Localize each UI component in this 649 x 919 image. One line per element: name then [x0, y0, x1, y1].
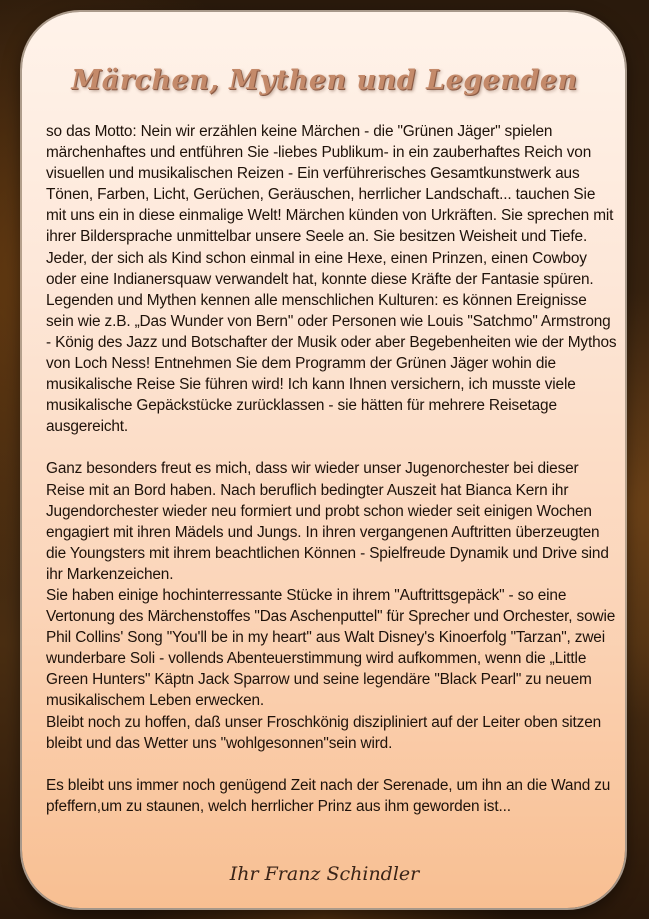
paragraph-closing: Es bleibt uns immer noch genügend Zeit nach der Serenade, um ihn an die Wand zu pfeffern,um zu staunen, welch herrlicher Prinz aus ihm geworden ist...	[46, 776, 611, 815]
paragraph-legends: Jeder, der sich als Kind schon einmal in eine Hexe, einen Prinzen, einen Cowboy oder eine Indianersquaw verwandelt hat, konnte diese Kräfte der Fantasie spüren. Legenden und Mythen kennen alle menschlichen Kulturen: es können Ereignisse sein wie z.B. „Das Wunder von Bern" oder Personen wie Louis "Satchmo" Armstrong - König des Jazz und Botschafter der Musik oder aber Begebenheiten wie der Mythos von Loch Ness! Entnehmen Sie dem Programm der Grünen Jäger wohin die musikalische Reise Sie führen wird! Ich kann Ihnen versichern, ich musste viele musikalische Gepäckstücke zurücklassen - sie hätten für mehrere Reisetage ausgereicht.	[46, 249, 617, 436]
paragraph-youth-orchestra: Ganz besonders freut es mich, dass wir wieder unser Jugenorchester bei dieser Reise mit an Bord haben. Nach beruflich bedingter Auszeit hat Bianca Kern ihr Jugendorchester wieder neu formiert und probt schon wieder seit einigen Wochen engagiert mit ihren Mädels und Jungs. In ihren vergangenen Auftritten überzeugten die Youngsters mit ihrem beachtlichen Können - Spielfreude Dynamik und Drive sind ihr Markenzeichen.	[46, 460, 609, 583]
signature: Ihr Franz Schindler	[229, 863, 420, 885]
paragraph-intro: so das Motto: Nein wir erzählen keine Märchen - die "Grünen Jäger" spielen märchenhaftes und entführen Sie -liebes Publikum- in ein zauberhaftes Reich von visuellen und musikalischen Reizen - Ein verführerisches Gesamtkunstwerk aus Tönen, Farben, Licht, Gerüchen, Geräuschen, herrlicher Landschaft... tauchen Sie mit uns ein in diese einmalige Welt! Märchen künden von Urkräften. Sie sprechen mit ihrer Bildersprache unmittelbar unsere Seele an. Sie besitzen Weisheit und Tiefe.	[46, 123, 614, 246]
paragraph-program-pieces: Sie haben einige hochinterressante Stücke in ihrem "Auftrittsgepäck" - so eine Vertonung des Märchenstoffes "Das Aschenputtel" für Sprecher und Orchester, sowie Phil Collins' Song "You'll be in my heart" aus Walt Disney's Kinoerfolg "Tarzan", zwei wunderbare Soli - vollends Abenteuerstimmung wird aufkommen, wenn die „Little Green Hunters" Käptn Jack Sparrow und seine legendäre "Black Pearl" zu neuem musikalischem Leben erwecken.	[46, 586, 616, 710]
paragraph-frog-king: Bleibt noch zu hoffen, daß unser Froschkönig diszipliniert auf der Leiter oben sitzen bleibt und das Wetter uns "wohlgesonnen"sein wird.	[46, 713, 602, 752]
letter-body	[46, 121, 618, 817]
page-title: Märchen, Mythen und Legenden	[71, 65, 578, 96]
